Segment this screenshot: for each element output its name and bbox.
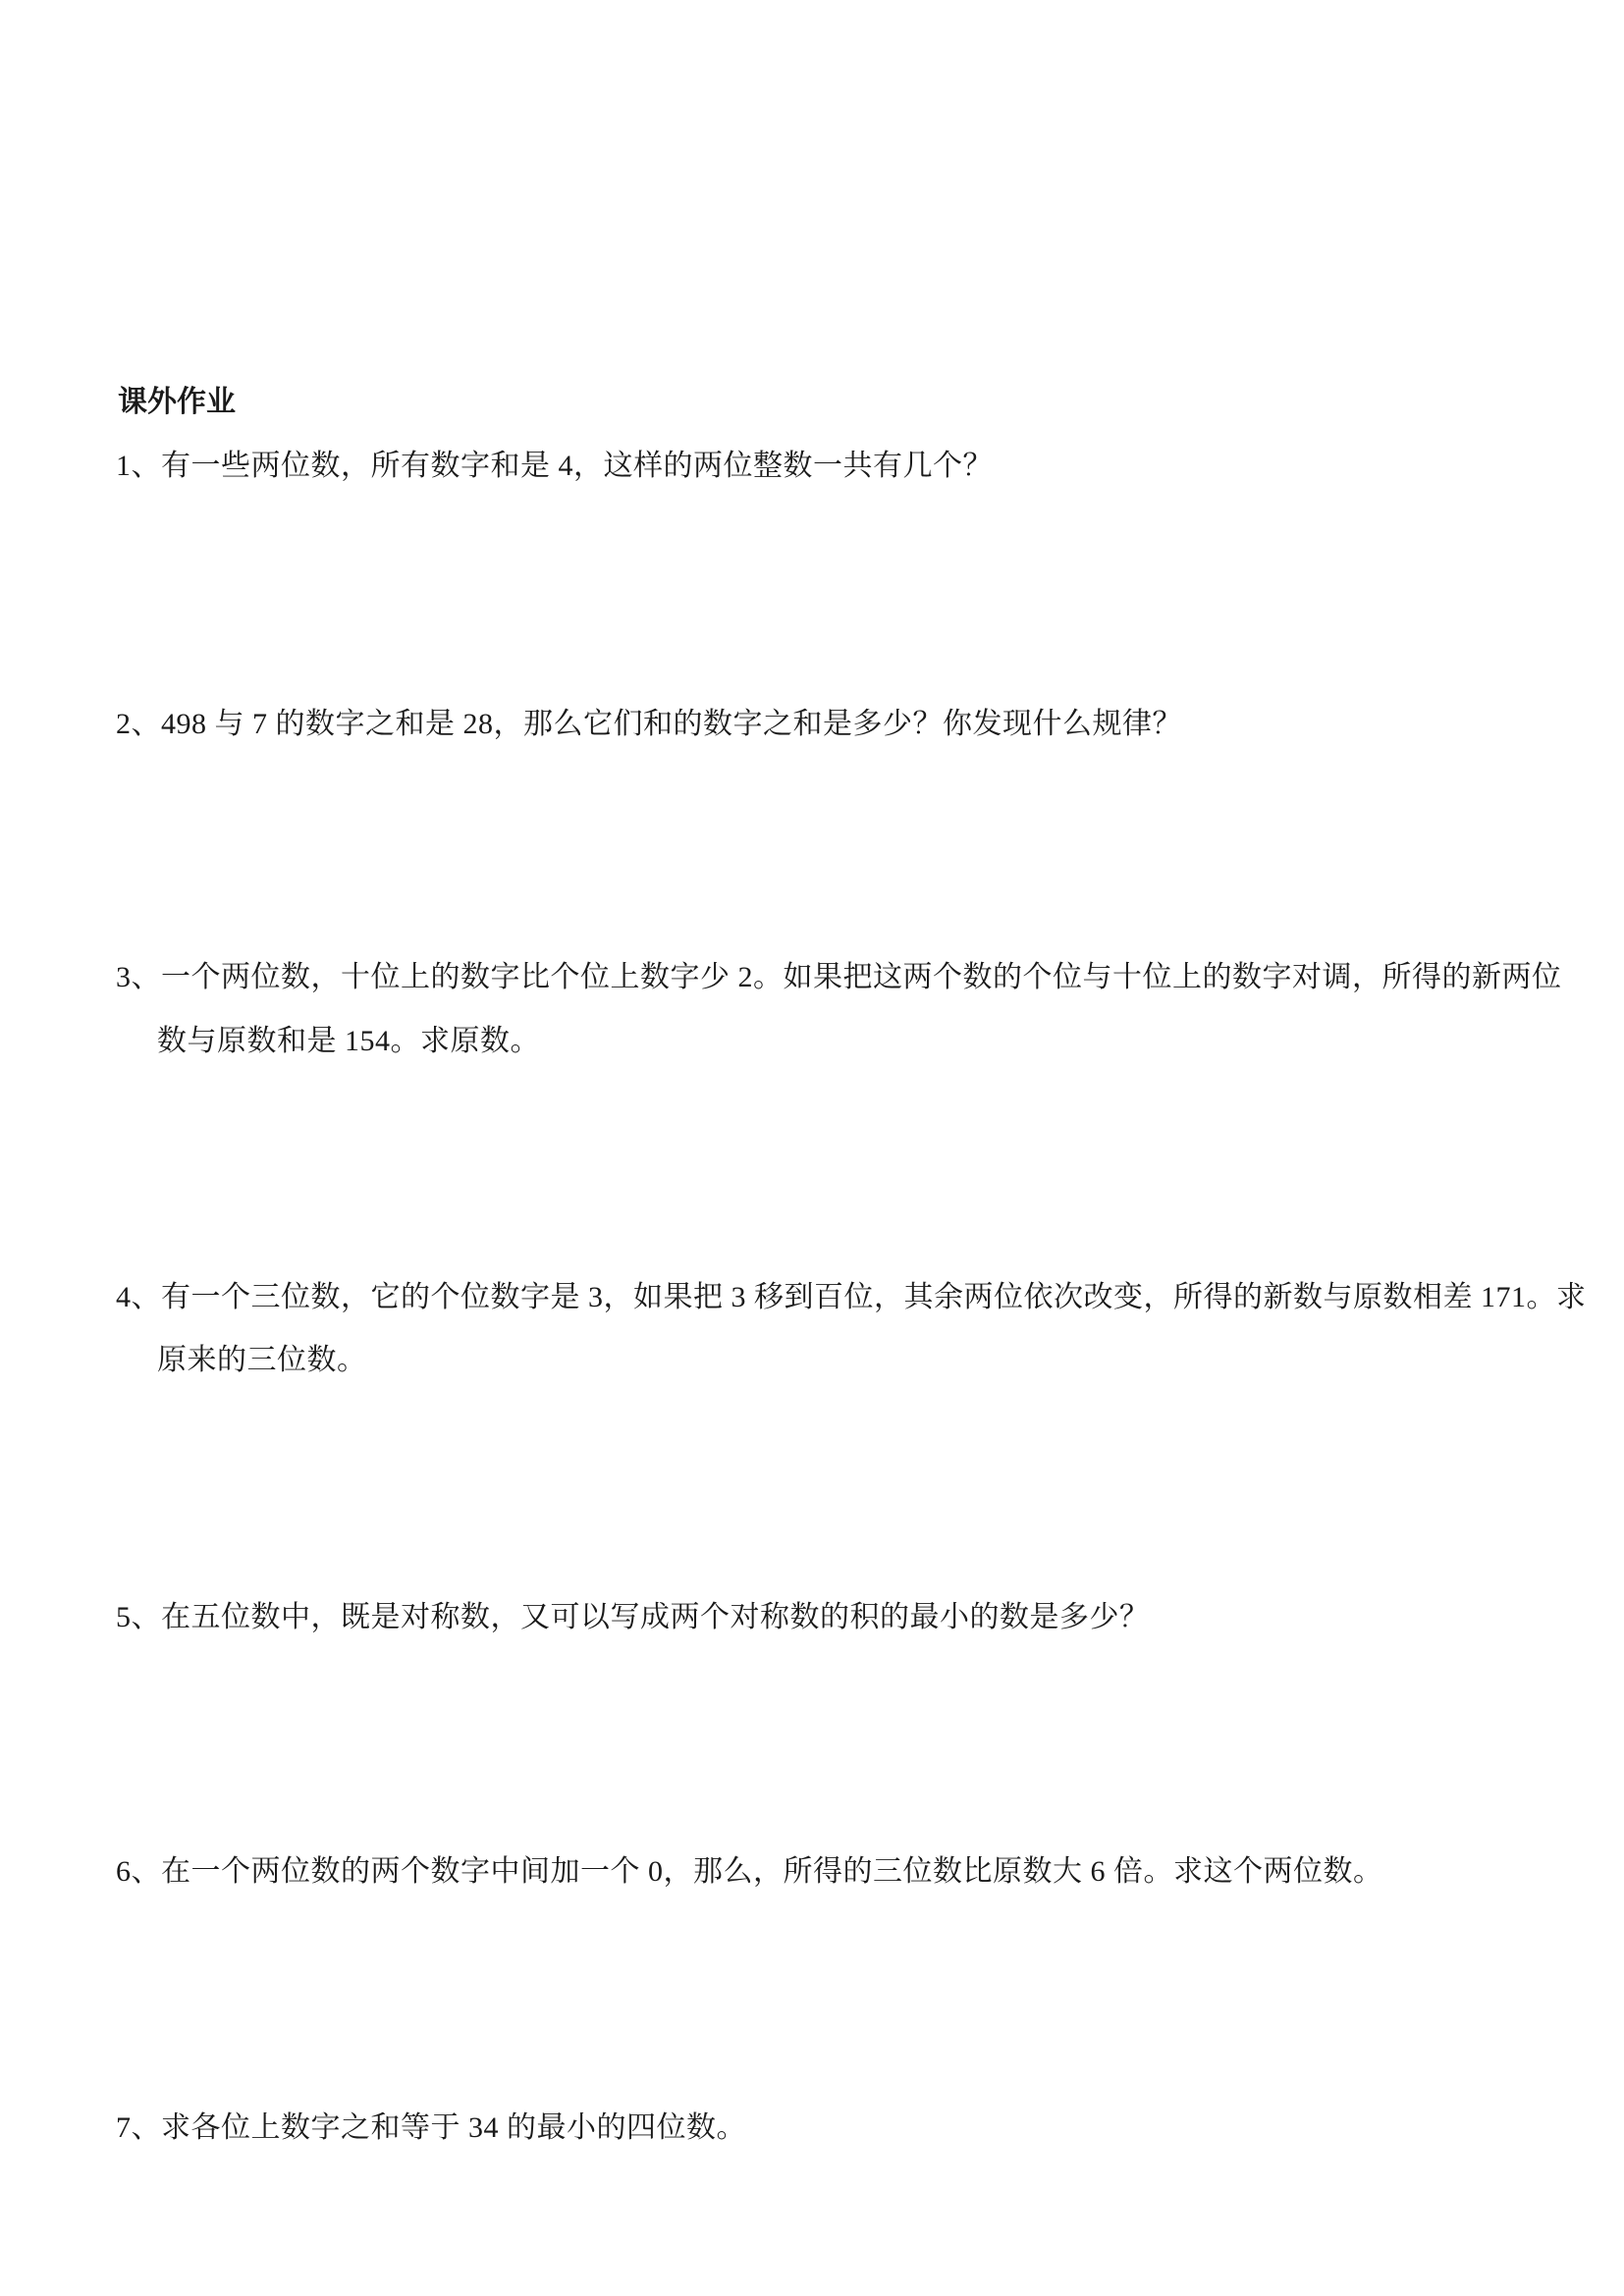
problem-5-line-1: 5、在五位数中，既是对称数，又可以写成两个对称数的积的最小的数是多少？ bbox=[116, 1601, 1150, 1633]
problem-3-line-1: 3、一个两位数，十位上的数字比个位上数字少 2。如果把这两个数的个位与十位上的数字对调，所得的新两位 bbox=[116, 961, 1562, 993]
problem-4-line-1: 4、有一个三位数，它的个位数字是 3，如果把 3 移到百位，其余两位依次改变，所得的新数与原数相差 171。求 bbox=[116, 1281, 1587, 1313]
problem-7-line-1: 7、求各位上数字之和等于 34 的最小的四位数。 bbox=[116, 2111, 746, 2144]
problem-6-line-1: 6、在一个两位数的两个数字中间加一个 0，那么，所得的三位数比原数大 6 倍。求这个两位数。 bbox=[116, 1855, 1383, 1888]
worksheet-title: 课外作业 bbox=[118, 386, 236, 418]
problem-2-line-1: 2、498 与 7 的数字之和是 28，那么它们和的数字之和是多少？你发现什么规律？ bbox=[116, 708, 1182, 740]
problem-4-line-2: 原来的三位数。 bbox=[157, 1344, 367, 1376]
problem-1-line-1: 1、有一些两位数，所有数字和是 4，这样的两位整数一共有几个？ bbox=[116, 450, 993, 482]
problem-3-line-2: 数与原数和是 154。求原数。 bbox=[157, 1025, 540, 1057]
